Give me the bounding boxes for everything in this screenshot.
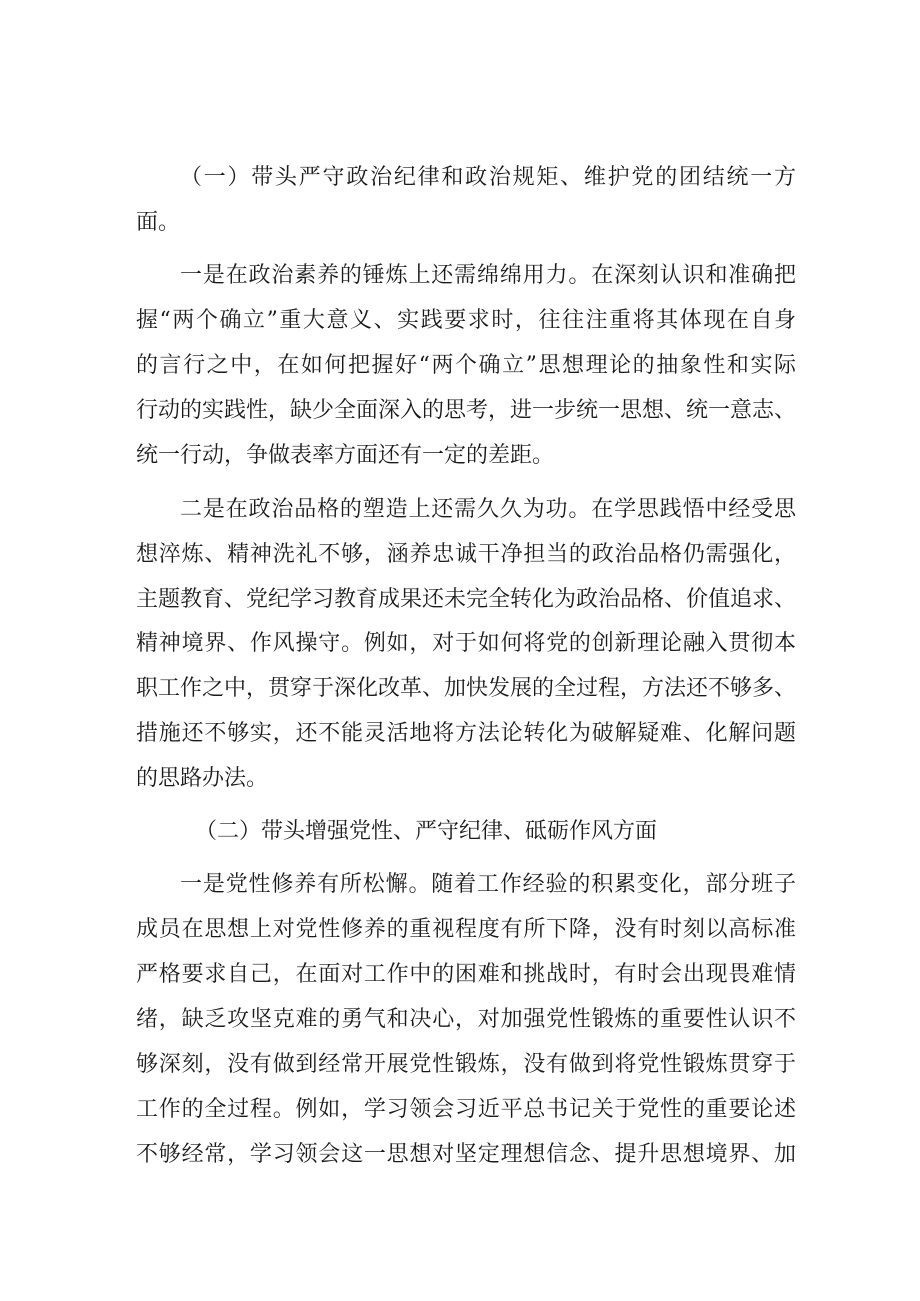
section2-para1-line-5: 够深刻，没有做到经常开展党性锻炼，没有做到将党性锻炼贯穿于 [136,1052,796,1077]
section1-para1-line-1: 一是在政治素养的锤炼上还需绵绵用力。在深刻认识和准确把 [180,263,796,288]
section1-para1-line-4: 行动的实践性，缺少全面深入的思考，进一步统一思想、统一意志、 [136,398,797,423]
section1-para1-line-3: 的言行之中，在如何把握好“两个确立”思想理论的抽象性和实际 [136,353,796,378]
section2-para1-line-6: 工作的全过程。例如，学习领会习近平总书记关于党性的重要论述 [136,1097,796,1122]
section1-para2-line-5: 职工作之中，贯穿于深化改革、加快发展的全过程，方法还不够多、 [136,676,797,701]
section1-para2-line-1: 二是在政治品格的塑造上还需久久为功。在学思践悟中经受思 [180,497,796,522]
section2-para1-line-4: 绪，缺乏攻坚克难的勇气和决心，对加强党性锻炼的重要性认识不 [136,1007,796,1032]
section1-para2-line-6: 措施还不够实，还不能灵活地将方法论转化为破解疑难、化解问题 [136,721,796,746]
section1-para2-line-3: 主题教育、党纪学习教育成果还未完全转化为政治品格、价值追求、 [136,587,797,612]
section1-para1-line-5: 统一行动，争做表率方面还有一定的差距。 [136,443,555,468]
section1-para1-line-2: 握“两个确立”重大意义、实践要求时，往往注重将其体现在自身 [136,308,796,333]
section1-para2-line-2: 想淬炼、精神洗礼不够，涵养忠诚干净担当的政治品格仍需强化， [136,542,796,567]
section2-para1-line-2: 成员在思想上对党性修养的重视程度有所下降，没有时刻以高标准 [136,917,796,942]
section2-para1-line-1: 一是党性修养有所松懈。随着工作经验的积累变化，部分班子 [180,872,796,897]
section1-heading-line-2: 面。 [136,210,181,235]
section2-para1-line-7: 不够经常，学习领会这一思想对坚定理想信念、提升思想境界、加 [136,1142,796,1167]
section1-para2-line-7: 的思路办法。 [136,766,269,791]
section1-heading-line-1: （一）带头严守政治纪律和政治规矩、维护党的团结统一方 [180,165,796,190]
section2-para1-line-3: 严格要求自己，在面对工作中的困难和挑战时，有时会出现畏难情 [136,962,796,987]
section2-heading: （二）带头增强党性、严守纪律、砥砺作风方面 [195,819,658,844]
section1-para2-line-4: 精神境界、作风操守。例如，对于如何将党的创新理论融入贯彻本 [136,631,796,656]
